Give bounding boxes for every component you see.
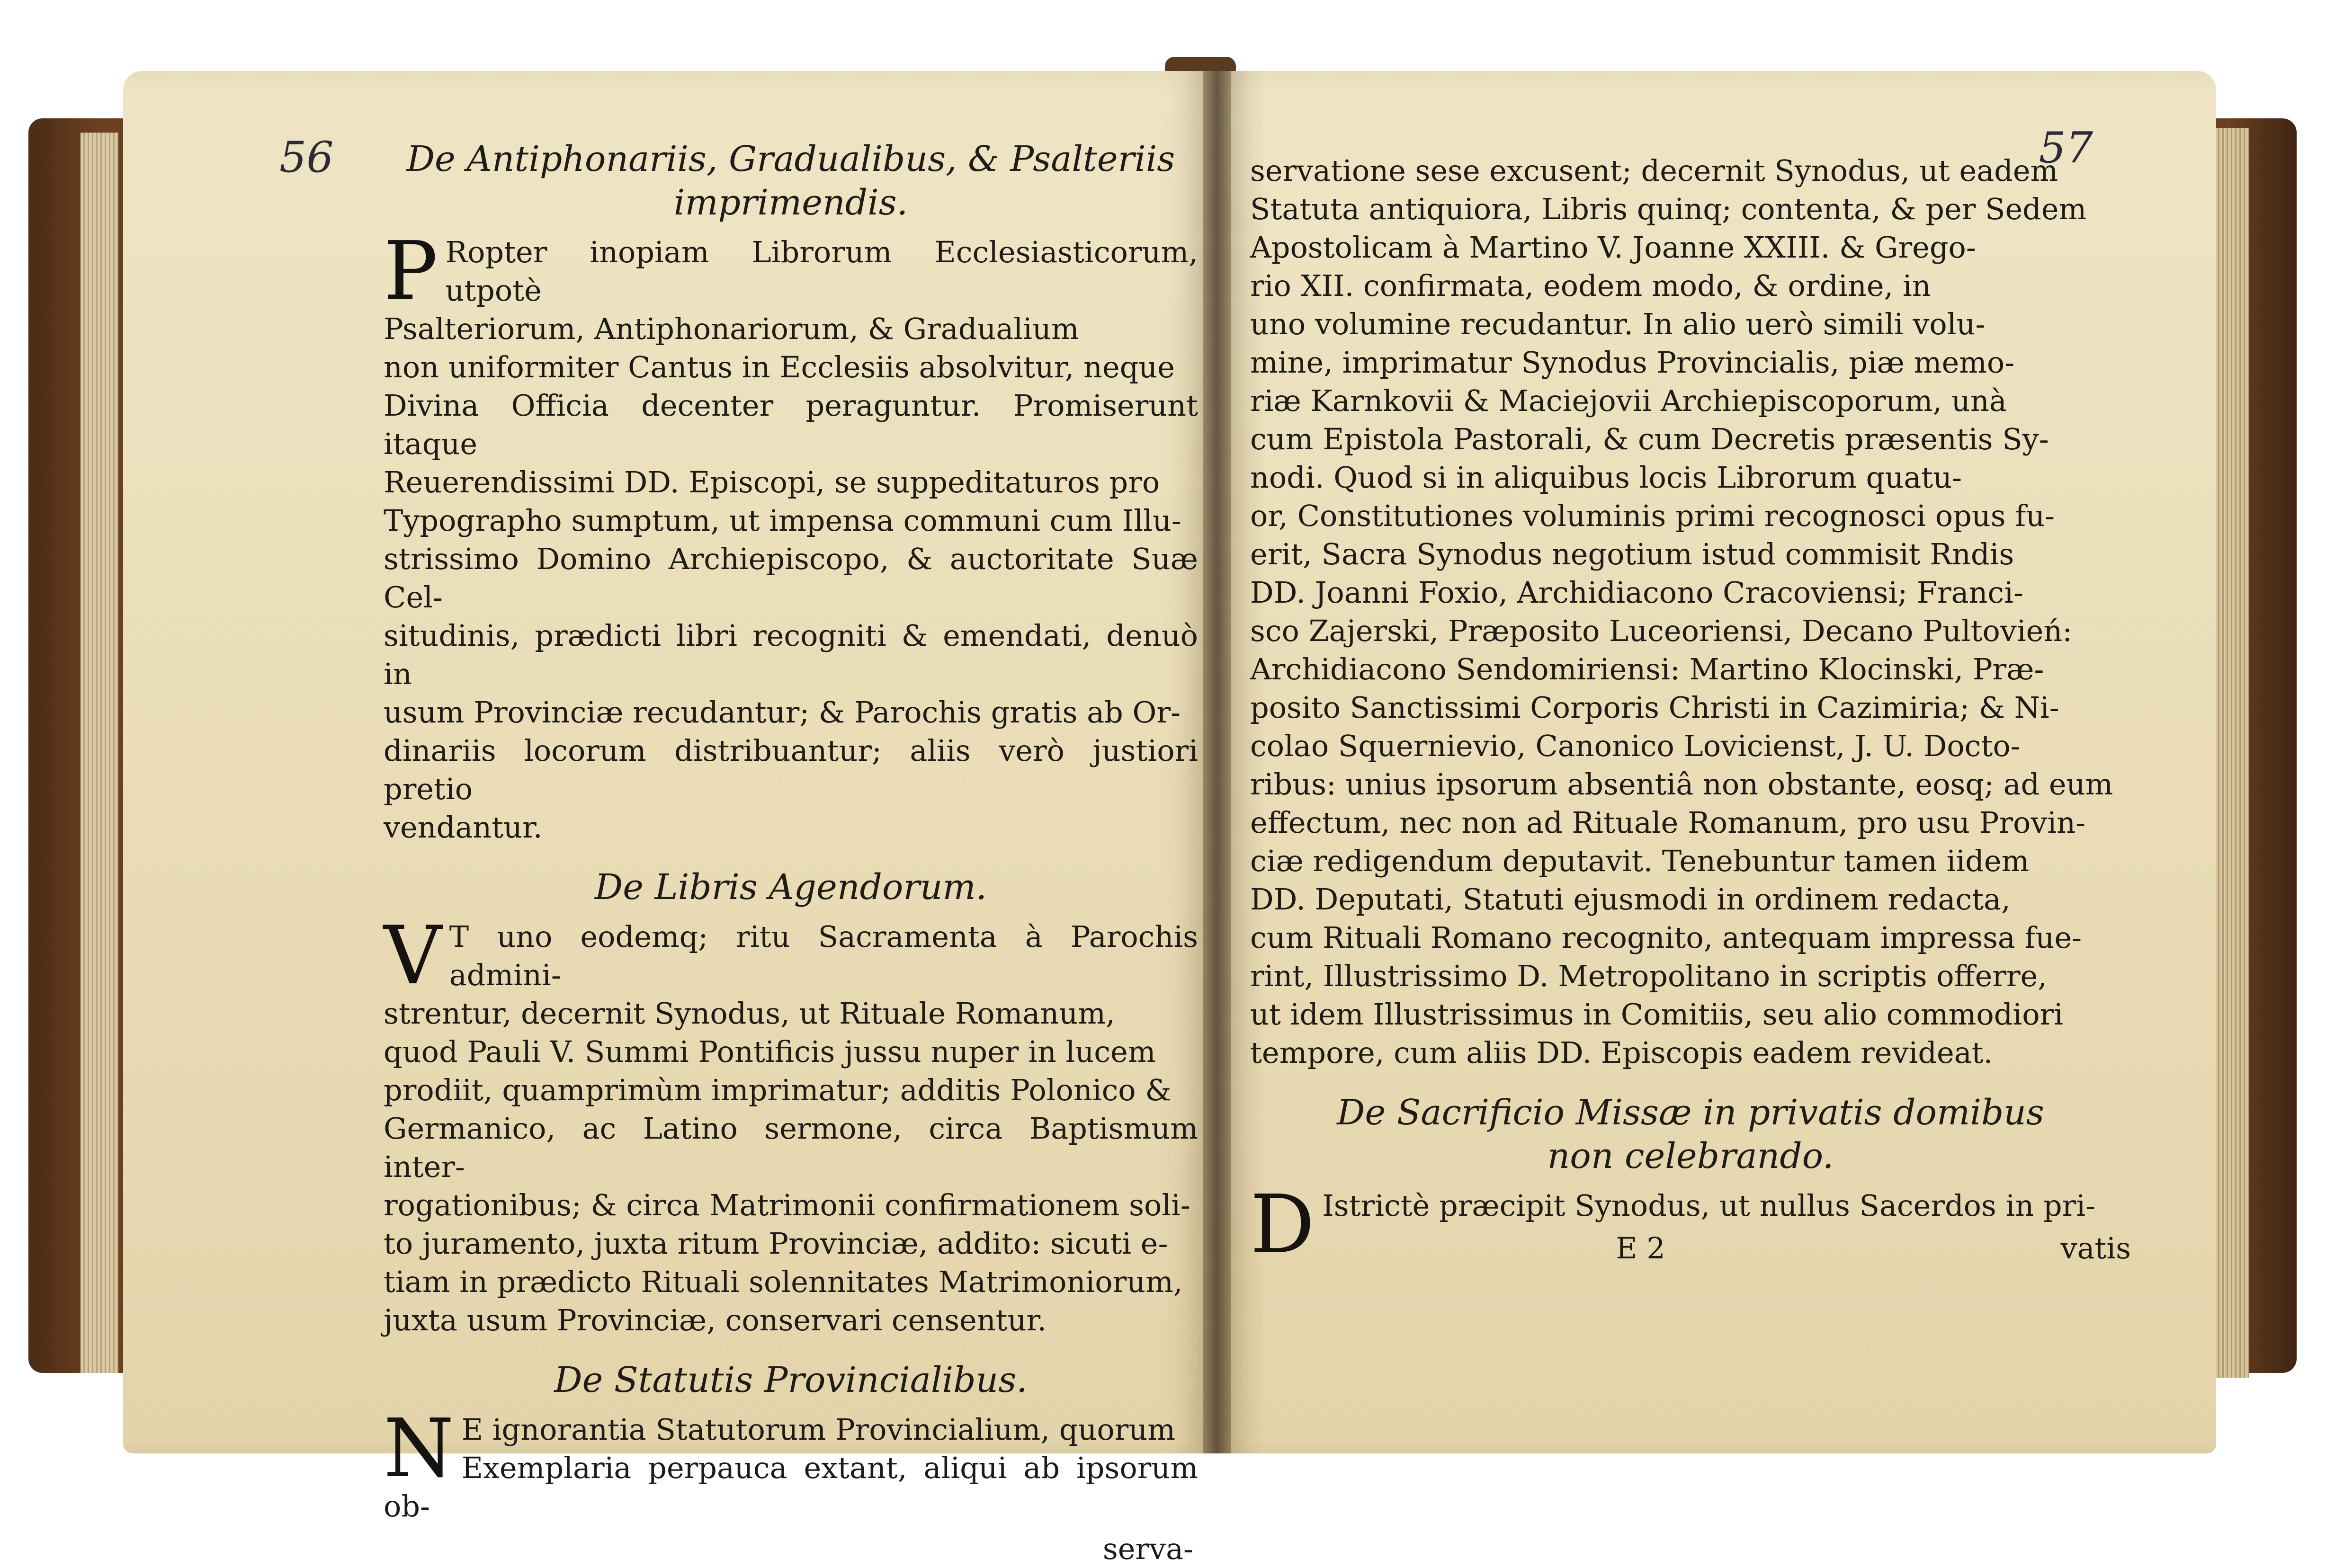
text-line: quod Pauli V. Summi Pontificis jussu nuper in lucem: [384, 1034, 1156, 1069]
text-line: erit, Sacra Synodus negotium istud commisit Rndis: [1250, 537, 2014, 571]
text-line: sco Zajerski, Præposito Luceoriensi, Decano Pultovień:: [1250, 614, 2073, 648]
text-line: Apostolicam à Martino V. Joanne XXIII. & Grego-: [1250, 230, 1976, 265]
text-line: ribus: unius ipsorum absentiâ non obstante, eosq; ad eum: [1250, 767, 2113, 802]
text-line: T uno eodemq; ritu Sacramenta à Parochis admini-: [449, 919, 1198, 992]
text-line: uno volumine recudantur. In alio uerò simili volu-: [1250, 307, 1986, 341]
left-page-edges: [81, 133, 118, 1373]
left-heading-antiphonariis-line2: imprimendis.: [673, 182, 908, 223]
text-line: E ignorantia Statutorum Provincialium, quorum: [461, 1412, 1176, 1447]
text-line: DD. Joanni Foxio, Archidiacono Cracoviensi; Franci-: [1250, 575, 2023, 610]
text-line: servatione sese excusent; decernit Synodus, ut eadem: [1250, 153, 2058, 188]
text-line: Reuerendissimi DD. Episcopi, se suppeditaturos pro: [384, 465, 1160, 499]
left-catchword: serva-: [1102, 1532, 1193, 1566]
text-line: ciæ redigendum deputavit. Tenebuntur tamen iidem: [1250, 844, 2030, 878]
text-line: tiam in prædicto Rituali solennitates Matrimoniorum,: [384, 1265, 1183, 1299]
text-line: prodiit, quamprimùm imprimatur; additis Polonico &: [384, 1073, 1172, 1107]
text-line: riæ Karnkovii & Maciejovii Archiepiscoporum, unà: [1250, 383, 2007, 418]
dropcap-V: V: [384, 909, 442, 1003]
left-page-number: 56: [279, 133, 334, 182]
text-line: posito Sanctissimi Corporis Christi in Cazimiria; & Ni-: [1250, 690, 2059, 725]
dropcap-P: P: [384, 224, 438, 318]
left-heading-antiphonariis: [384, 137, 1198, 224]
text-line: non uniformiter Cantus in Ecclesiis absolvitur, neque: [384, 350, 1175, 384]
text-line: rint, Illustrissimo D. Metropolitano in scriptis offerre,: [1250, 959, 2047, 993]
right-page-footer: [1322, 1229, 2131, 1267]
text-line: Divina Officia decenter peraguntur. Promiserunt itaque: [384, 388, 1198, 461]
text-line: Istrictè præcipit Synodus, ut nullus Sacerdos in pri-: [1322, 1188, 2096, 1223]
text-line: situdinis, prædicti libri recogniti & emendati, denuò in: [384, 618, 1198, 691]
text-line: Statuta antiquiora, Libris quinq; contenta, & per Sedem: [1250, 192, 2087, 226]
text-line: vendantur.: [384, 810, 543, 845]
left-heading-antiphonariis-line1: De Antiphonariis, Gradualibus, & Psalteriis: [406, 139, 1175, 179]
text-line: strentur, decernit Synodus, ut Rituale Romanum,: [384, 996, 1115, 1031]
text-line: or, Constitutiones voluminis primi recognosci opus fu-: [1250, 499, 2055, 533]
left-page: [123, 71, 1217, 1566]
open-book: [28, 57, 2297, 1566]
right-page-number: 57: [2039, 123, 2093, 173]
right-heading-sacrificio-missae: [1250, 1091, 2131, 1178]
text-line: effectum, nec non ad Rituale Romanum, pro usu Provin-: [1250, 805, 2086, 840]
dropcap-D: D: [1250, 1178, 1315, 1272]
right-heading-sacrificio-missae-line1: De Sacrificio Missæ in privatis domibus: [1337, 1092, 2044, 1133]
signature-mark: E 2: [1616, 1231, 1665, 1265]
left-paragraph-1: [384, 224, 1198, 846]
text-line: Archidiacono Sendomiriensi: Martino Klocinski, Præ-: [1250, 652, 2044, 686]
text-line: colao Squernievio, Canonico Lovicienst, J. U. Docto-: [1250, 729, 2021, 763]
right-paragraph-1: [1250, 151, 2131, 1072]
dropcap-N: N: [384, 1402, 454, 1496]
text-line: strissimo Domino Archiepiscopo, & auctoritate Suæ Cel-: [384, 542, 1198, 615]
text-line: Ropter inopiam Librorum Ecclesiasticorum, utpotè: [445, 235, 1198, 308]
text-line: Germanico, ac Latino sermone, circa Baptismum inter-: [384, 1111, 1198, 1184]
text-line: usum Provinciæ recudantur; & Parochis gratis ab Or-: [384, 695, 1181, 730]
left-paragraph-3: [384, 1402, 1198, 1525]
text-line: dinariis locorum distribuantur; aliis verò justiori pretio: [384, 733, 1198, 806]
left-heading-libris-agendorum: De Libris Agendorum.: [594, 867, 987, 908]
text-line: nodi. Quod si in aliquibus locis Librorum quatu-: [1250, 460, 1962, 495]
text-line: cum Rituali Romano recognito, antequam impressa fue-: [1250, 920, 2082, 955]
text-line: Typographo sumptum, ut impensa communi cum Illu-: [384, 503, 1181, 538]
text-line: cum Epistola Pastorali, & cum Decretis præsentis Sy-: [1250, 422, 2049, 456]
left-paragraph-2: [384, 909, 1198, 1339]
text-line: DD. Deputati, Statuti ejusmodi in ordinem redacta,: [1250, 882, 2011, 917]
text-line: ut idem Illustrissimus in Comitiis, seu alio commodiori: [1250, 997, 2063, 1032]
text-line: Exemplaria perpauca extant, aliqui ab ipsorum ob-: [384, 1451, 1198, 1523]
right-page: [1217, 71, 2216, 1453]
text-line: juxta usum Provinciæ, conservari censentur.: [384, 1303, 1047, 1337]
right-catchword: vatis: [2060, 1231, 2131, 1265]
text-line: Psalteriorum, Antiphonariorum, & Gradualium: [384, 312, 1079, 346]
text-line: rogationibus; & circa Matrimonii confirmationem soli-: [384, 1188, 1190, 1222]
text-line: to juramento, juxta ritum Provinciæ, addito: sicuti e-: [384, 1226, 1168, 1261]
book-gutter: [1203, 71, 1231, 1453]
text-line: rio XII. confirmata, eodem modo, & ordine, in: [1250, 268, 1931, 303]
right-heading-sacrificio-missae-line2: non celebrando.: [1547, 1136, 1834, 1176]
text-line: mine, imprimatur Synodus Provincialis, piæ memo-: [1250, 345, 2015, 380]
text-line: tempore, cum aliis DD. Episcopis eadem revideat.: [1250, 1035, 1993, 1070]
left-heading-statutis-provincialibus: De Statutis Provincialibus.: [554, 1360, 1028, 1400]
